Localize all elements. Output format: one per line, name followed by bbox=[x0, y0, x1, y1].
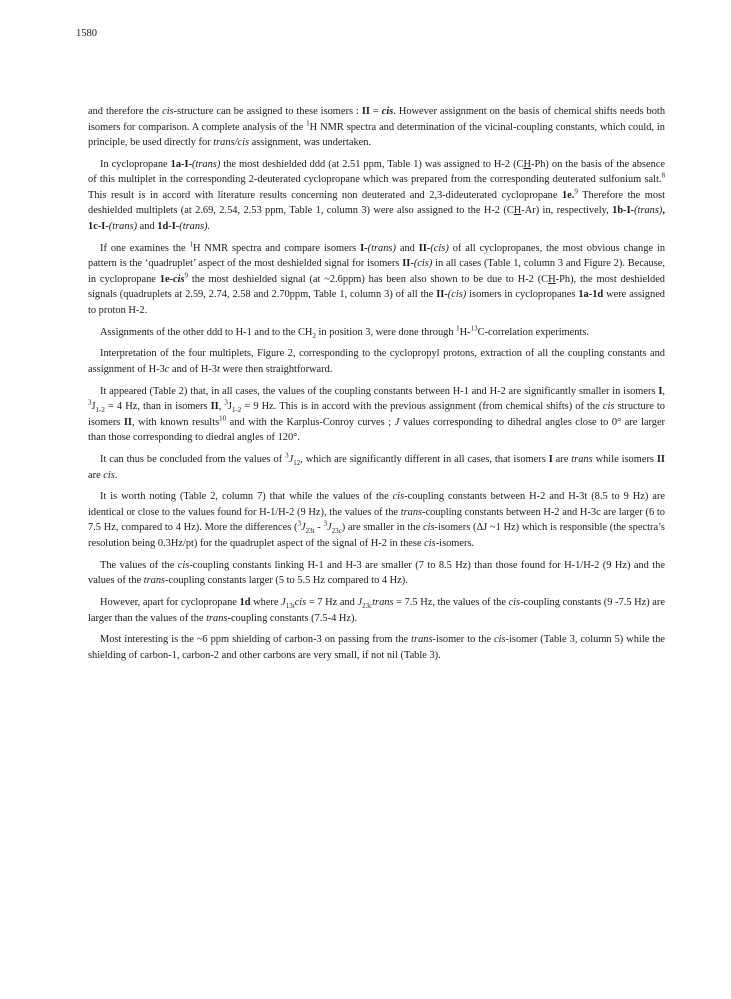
text-segment: were assigned to proton H-2. bbox=[88, 289, 666, 316]
text-segment: II- bbox=[418, 242, 431, 254]
text-segment: (cis) bbox=[447, 289, 467, 301]
text-segment: If one examines the bbox=[100, 242, 190, 254]
text-segment: (cis) bbox=[413, 258, 433, 270]
text-segment: 1a-1d bbox=[578, 289, 604, 301]
text-segment: 9 bbox=[184, 271, 189, 280]
text-segment: C-correlation experiments. bbox=[477, 326, 590, 338]
text-segment: H- bbox=[459, 326, 471, 338]
text-segment: I bbox=[658, 385, 663, 397]
text-segment: 1d-I- bbox=[157, 221, 180, 233]
text-segment: = 4 Hz, than in isomers bbox=[104, 401, 211, 413]
text-segment: were then straightforward. bbox=[219, 363, 333, 375]
text-segment: cis bbox=[294, 597, 307, 608]
text-segment: and of H-3 bbox=[169, 363, 218, 375]
text-segment: II- bbox=[436, 289, 448, 301]
text-segment: in position 3, were done through bbox=[315, 326, 457, 338]
text-segment: the most deshielded ddd (at 2.51 ppm, Table 1) was assigned to H-2 (C bbox=[220, 158, 524, 170]
text-segment: J bbox=[227, 401, 232, 413]
paragraph-3 bbox=[88, 241, 665, 319]
text-segment: -isomers. bbox=[435, 537, 475, 549]
page-number: 1580 bbox=[76, 28, 97, 39]
text-segment: trans bbox=[206, 612, 228, 624]
text-segment: 1 bbox=[456, 324, 460, 333]
text-segment: cis bbox=[494, 634, 506, 646]
text-segment: of all cyclopropanes, the most obvious change in pattern is the ‘quadruplet’ aspect of the most deshielded signal for isomers bbox=[88, 242, 666, 270]
text-segment: I bbox=[548, 454, 553, 466]
text-segment: values corresponding to dihedral angles close to 0° are larger than those corresponding to diedral angles of 120°. bbox=[88, 416, 666, 444]
text-segment: = 7.5 Hz, the values of the bbox=[393, 597, 509, 608]
text-segment: -coupling constants between H-2 and H-3c are larger (6 to 7.5 Hz, compared to 4 Hz). More the differences ( bbox=[88, 506, 665, 534]
text-segment: cis bbox=[173, 273, 185, 285]
text-segment: H bbox=[548, 273, 556, 285]
text-segment: J bbox=[300, 522, 306, 534]
text-segment: -Ar) in, respectively, bbox=[521, 205, 613, 217]
text-segment: It is worth noting (Table 2, column 7) that while the values of the bbox=[100, 491, 393, 503]
text-segment: 23t bbox=[305, 527, 315, 536]
text-segment: = bbox=[369, 106, 382, 117]
text-segment: 3 bbox=[224, 398, 228, 407]
paragraph-5 bbox=[88, 346, 665, 377]
text-segment: cis bbox=[424, 537, 436, 549]
body-text bbox=[88, 104, 665, 663]
text-segment: J bbox=[326, 522, 332, 534]
text-segment: -Ph) on the basis of the absence of this multiplet in the corresponding 2-deuterated cyclopropane which was prepared from the corresponding deuterated sulfonium salt. bbox=[88, 158, 665, 186]
text-segment: . However assignment on the basis of chemical shifts needs both isomers for comparison. A complete analysis of the bbox=[88, 106, 666, 133]
text-segment: ) are smaller in the bbox=[341, 522, 423, 534]
text-segment: 9 bbox=[574, 187, 578, 196]
text-segment: -structure can be assigned to these isomers : bbox=[173, 106, 362, 117]
text-segment: (trans). bbox=[179, 221, 211, 233]
text-segment: 1e- bbox=[159, 273, 174, 285]
text-segment: and therefore the bbox=[88, 106, 163, 117]
text-segment: , bbox=[218, 401, 225, 413]
paragraph-2 bbox=[88, 157, 665, 235]
text-segment: 1d bbox=[239, 597, 251, 608]
text-segment: -isomer to the bbox=[432, 634, 494, 646]
text-segment: cis bbox=[508, 597, 521, 608]
text-segment: 1e. bbox=[561, 189, 575, 201]
text-segment: trans bbox=[400, 506, 423, 518]
text-segment: H NMR spectra and compare isomers bbox=[192, 242, 361, 254]
text-segment: and bbox=[137, 221, 158, 233]
text-segment: trans bbox=[411, 634, 433, 646]
text-segment: . bbox=[114, 469, 118, 481]
text-segment: -coupling constants between H-2 and H-3t (8.5 to 9 Hz) are identical or close to the values found for H-1/H-2 (9 Hz), the values of the bbox=[88, 491, 665, 518]
text-segment: 3 bbox=[88, 398, 92, 407]
text-segment: (trans) bbox=[367, 242, 396, 254]
text-segment: are bbox=[88, 469, 104, 481]
text-segment: structure to isomers bbox=[88, 401, 665, 428]
text-segment: 3 bbox=[285, 451, 289, 460]
text-segment: = 7 Hz and bbox=[306, 597, 358, 608]
text-segment: (trans) bbox=[192, 158, 221, 170]
text-segment: -isomer (Table 3, column 5) while the shielding of carbon-1, carbon-2 and other carbons are very small, if not nil (Table 3). bbox=[88, 634, 666, 661]
text-segment: In cyclopropane bbox=[100, 158, 171, 170]
text-segment: J bbox=[288, 454, 294, 466]
text-segment: 1a-I- bbox=[170, 158, 192, 170]
text-segment: It can thus be concluded from the values of bbox=[100, 454, 286, 466]
text-segment: -isomers (ΔJ ~1 Hz) which is responsible (the spectra’s resolution being 0.3Hz/pt) for the quadruplet aspect of the signal of H-2 in these bbox=[88, 522, 665, 549]
text-segment: J bbox=[394, 416, 400, 428]
text-segment: c bbox=[164, 363, 170, 375]
text-segment: , with known results bbox=[131, 416, 220, 428]
text-segment: H bbox=[523, 158, 531, 170]
text-segment: J bbox=[357, 597, 363, 608]
text-segment: J bbox=[281, 597, 286, 608]
text-segment: Most interesting is the ~6 ppm shielding of carbon-3 on passing from the bbox=[100, 634, 412, 646]
text-segment: 1b-I- bbox=[612, 205, 635, 217]
paragraph-10 bbox=[88, 595, 665, 626]
text-segment: -coupling constants linking H-1 and H-3 are smaller (7 to 8.5 Hz) than those found for H-1/H-2 (9 Hz) and the values of the bbox=[88, 559, 665, 587]
text-segment: II bbox=[210, 401, 219, 413]
text-segment: I- bbox=[360, 242, 368, 254]
text-segment: , bbox=[662, 385, 665, 397]
text-segment: 1 bbox=[306, 119, 310, 128]
text-segment: 2 bbox=[312, 331, 316, 340]
text-segment: , which are significantly different in all cases, that isomers bbox=[300, 454, 549, 466]
text-segment: J bbox=[91, 401, 96, 413]
text-segment: II- bbox=[402, 258, 414, 270]
text-segment: cis bbox=[392, 491, 405, 503]
text-segment: while isomers bbox=[592, 454, 657, 466]
text-segment: 1 bbox=[189, 240, 193, 249]
text-segment: 13 bbox=[470, 324, 478, 333]
text-segment: in all cases (Table 1, column 3 and Figure 2). Because, in cyclopropane bbox=[88, 258, 665, 285]
text-segment: Therefore the most deshielded multiplets (at 2.69, 2.54, 2.53 ppm, Table 1, column 3) were also assigned to the H-2 (C bbox=[88, 189, 665, 217]
text-segment: II bbox=[656, 454, 665, 466]
text-segment: cis bbox=[103, 469, 115, 481]
text-segment: 3 bbox=[297, 519, 301, 528]
text-segment: trans bbox=[143, 575, 166, 587]
text-segment: cis bbox=[422, 522, 435, 534]
text-segment: II bbox=[361, 106, 370, 117]
paragraph-4 bbox=[88, 325, 665, 341]
text-segment: -Ph), the most deshielded signals (quadruplets at 2.59, 2.74, 2.58 and 2.70ppm, Table 1, column 3) of all the bbox=[88, 273, 666, 301]
text-segment: cis bbox=[162, 106, 174, 117]
paragraph-8 bbox=[88, 489, 665, 551]
text-segment: -coupling constants (9 -7.5 Hz) are larger than the values of the bbox=[88, 597, 665, 624]
text-segment: II bbox=[123, 416, 132, 428]
text-segment: 1-2 bbox=[231, 406, 242, 415]
text-segment: The values of the bbox=[100, 559, 178, 571]
text-segment: 13t bbox=[285, 602, 295, 611]
text-segment: It appeared (Table 2) that, in all cases, the values of the coupling constants between H-1 and H-2 are significantly smaller in isomers bbox=[100, 385, 659, 397]
text-segment: assignment, was undertaken. bbox=[249, 137, 372, 149]
text-segment: However, apart for cyclopropane bbox=[100, 597, 240, 608]
text-segment: 1-2 bbox=[95, 406, 105, 415]
text-segment: t bbox=[217, 363, 220, 375]
text-segment: -coupling constants larger (5 to 5.5 Hz compared to 4 Hz). bbox=[165, 575, 408, 587]
text-segment: , bbox=[662, 205, 665, 217]
text-segment: isomers in cyclopropanes bbox=[466, 289, 579, 301]
text-segment: H bbox=[513, 205, 522, 217]
text-segment: are bbox=[552, 454, 572, 466]
paragraph-9 bbox=[88, 558, 665, 589]
text-segment: (trans) bbox=[108, 221, 138, 233]
text-segment: = 9 Hz. This is in accord with the previous assignment (from chemical shifts) of the bbox=[241, 401, 603, 413]
text-segment: and bbox=[395, 242, 419, 254]
text-segment: Assignments of the other ddd to H-1 and to the CH bbox=[100, 326, 313, 338]
text-segment: cis bbox=[381, 106, 394, 117]
text-segment: trans/cis bbox=[213, 137, 250, 149]
paragraph-1 bbox=[88, 104, 665, 151]
paragraph-7 bbox=[88, 452, 665, 483]
text-segment: (cis) bbox=[430, 242, 449, 254]
text-segment: H NMR spectra and determination of the vicinal-coupling constants, which could, in principle, be used directly for bbox=[88, 121, 665, 149]
text-segment: 8 bbox=[661, 171, 665, 180]
text-segment: Interpretation of the four multiplets, Figure 2, corresponding to the cyclopropyl protons, extraction of all the coupling constants and assignment of H-3 bbox=[88, 348, 665, 375]
text-segment: where bbox=[250, 597, 282, 608]
text-segment: cis bbox=[177, 559, 190, 571]
paragraph-6 bbox=[88, 384, 665, 446]
text-segment: and with the Karplus-Conroy curves ; bbox=[226, 416, 395, 428]
text-segment: cis bbox=[602, 401, 615, 413]
text-segment: trans bbox=[571, 454, 593, 466]
text-segment: (trans) bbox=[634, 205, 663, 217]
text-segment: 3 bbox=[323, 519, 327, 528]
paragraph-11 bbox=[88, 632, 665, 663]
text-segment: 12 bbox=[293, 459, 301, 468]
text-segment: 1c-I- bbox=[88, 221, 109, 233]
text-segment: -coupling constants (7.5-4 Hz). bbox=[227, 612, 358, 624]
text-segment: This result is in accord with literature results concerning non deuterated and 2,3-dideuterated cyclopropane bbox=[88, 189, 562, 201]
text-segment: 10 bbox=[219, 414, 227, 423]
text-segment: trans bbox=[372, 597, 394, 608]
text-segment: - bbox=[314, 522, 324, 534]
text-segment: 23c bbox=[331, 527, 342, 536]
text-segment: the most deshielded signal (at ~2.6ppm) has been also shown to be due to H-2 (C bbox=[188, 273, 549, 285]
text-segment: 23c bbox=[362, 602, 373, 611]
